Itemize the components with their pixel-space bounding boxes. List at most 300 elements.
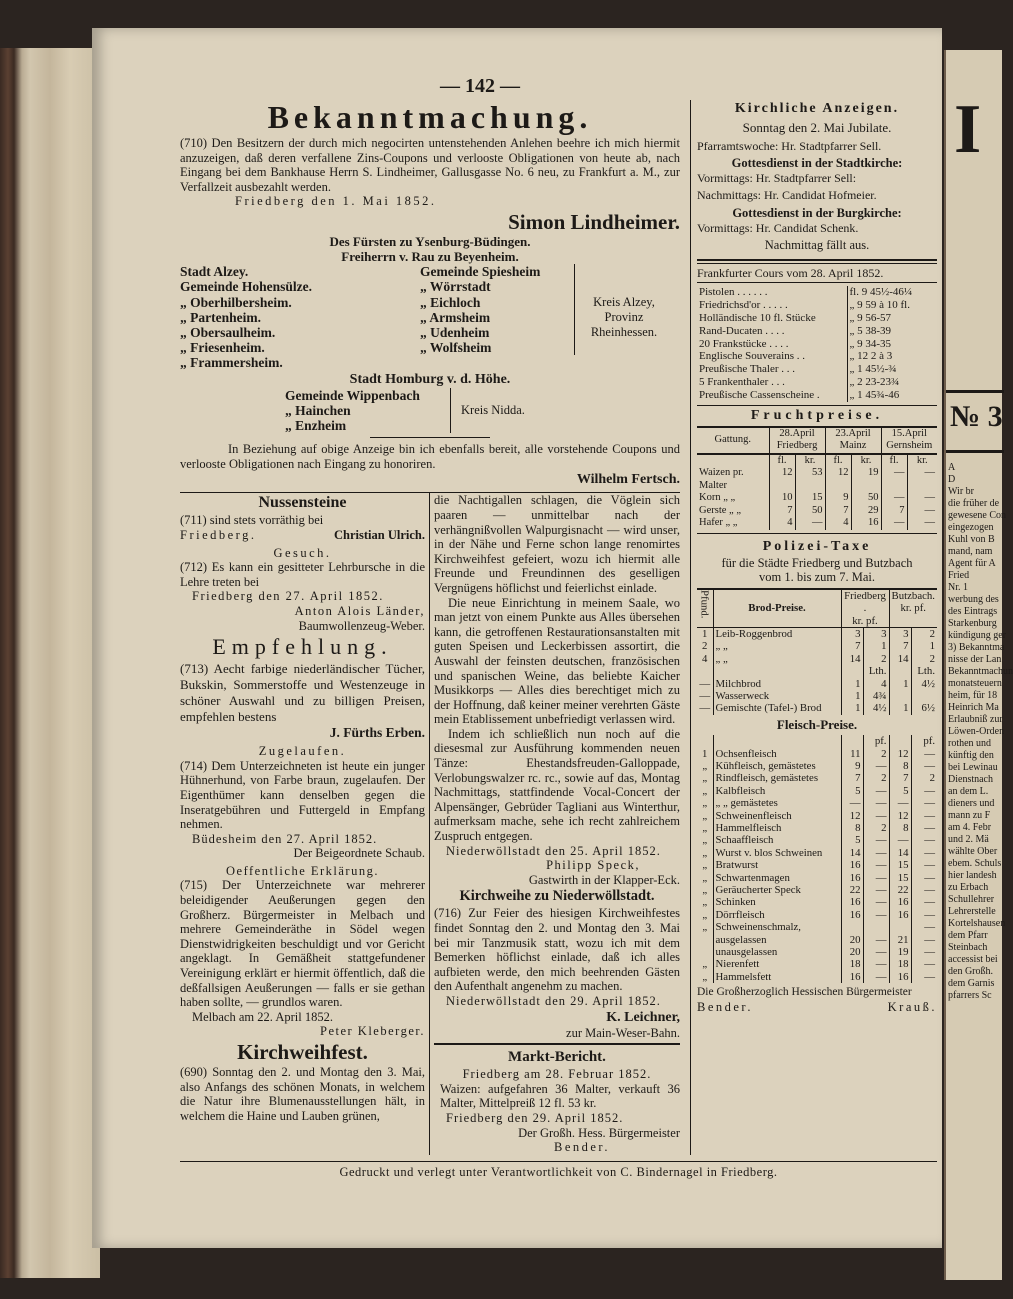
cours-row — [697, 338, 937, 351]
item-name: Milchbrod — [713, 678, 841, 690]
ad-716-date: Niederwöllstadt den 29. April 1852. — [446, 993, 661, 1008]
price-cell: 2 — [863, 748, 889, 760]
fleisch-row — [697, 909, 937, 921]
municipality: „ Frammersheim. — [180, 355, 283, 371]
market-header — [825, 428, 881, 454]
price-cell: — — [911, 921, 937, 933]
markt-signature-title: Der Großh. Hess. Bürgermeister — [518, 1125, 680, 1140]
item-name: Hammelfleisch — [713, 822, 841, 834]
next-page-masthead: I — [954, 91, 982, 168]
fleisch-row — [697, 958, 937, 970]
price-cell: 15 — [889, 859, 911, 871]
price-cell: 2 — [911, 653, 937, 665]
fleisch-title-row — [697, 715, 937, 735]
municipality: Gemeinde Spiesheim — [420, 264, 541, 280]
price-cell: 2 — [863, 653, 889, 665]
price-cell: — — [863, 760, 889, 772]
market-date: 15.April — [891, 427, 927, 439]
brod-title: Brod-Preise. — [713, 590, 841, 628]
item-name — [713, 735, 841, 747]
next-page-line: Schullehrer — [948, 894, 995, 905]
cours-row — [697, 376, 937, 389]
quantity: — — [699, 689, 711, 702]
price-cell: 5 — [841, 785, 863, 797]
item-name: Nierenfett — [713, 958, 841, 970]
price-cell: 16 — [841, 859, 863, 871]
next-page-line: Agent für A — [948, 558, 996, 569]
price-cell: — — [911, 971, 937, 983]
price-cell: — — [863, 971, 889, 983]
ad-713-name: J. Fürths Erben. — [329, 725, 425, 741]
market-date: 23.April — [835, 427, 871, 439]
nidda-municipalities — [285, 388, 451, 434]
price-cell: 2 — [863, 772, 889, 784]
grain-row — [697, 467, 937, 492]
next-page-line: mand, nam — [948, 546, 993, 557]
next-page-line: den Großh. — [948, 966, 993, 977]
quantity: 4 — [702, 652, 708, 665]
quantity: 1 — [702, 627, 708, 640]
grain-name: Hafer „ „ — [699, 517, 738, 529]
kreis-nidda-label: Kreis Nidda. — [461, 403, 525, 418]
item-name: Wasserweck — [713, 690, 841, 702]
price-cell: — — [881, 467, 907, 492]
next-page-line: Kuhl von B — [948, 534, 995, 545]
unit-fl: fl. — [769, 454, 795, 468]
coin-name: Pistolen . . . . . . — [699, 286, 768, 299]
price-cell: Lth. — [863, 665, 889, 677]
price-cell: 14 — [841, 847, 863, 859]
notice-710-text: (710) Den Besitzern der durch mich negocirten untenstehenden Anlehen beehre ich mich hiermit anzuzeigen, daß deren verfallene Zins-Coupons und verlooste Obligationen von heute ab, nach Eingang bei dem Bankhause Herrn S. Lindheimer, Gallusgasse No. 6 neu, zu Frankfurt a. M., zur Verfallzeit ausbezahlt werden. — [180, 136, 680, 194]
next-page-line: Steinbach — [948, 942, 988, 953]
price-cell: 14 — [889, 847, 911, 859]
ad-714-date: Büdesheim den 27. April 1852. — [192, 831, 378, 846]
zugelaufen-title: Zugelaufen. — [258, 744, 347, 759]
imprint-footer: Gedruckt und verlegt unter Verantwortlichkeit von C. Bindernagel in Friedberg. — [339, 1164, 778, 1179]
next-page-line: hier landesh — [948, 870, 997, 881]
price-cell: 53 — [795, 467, 825, 492]
price-cell: 12 — [825, 467, 851, 492]
kreis-alzey-label: Kreis Alzey, Provinz Rheinhessen. — [590, 295, 658, 339]
fleisch-row — [697, 884, 937, 896]
quantity: 2 — [702, 640, 708, 653]
price-cell: 4½ — [911, 678, 937, 690]
price-cell: 12 — [841, 810, 863, 822]
quantity: „ — [702, 921, 708, 934]
fleisch-row — [697, 859, 937, 871]
grain-row — [697, 517, 937, 530]
ad-716-place: zur Main-Weser-Bahn. — [566, 1025, 680, 1040]
price-cell: pf. — [911, 735, 937, 747]
homburg-line: Stadt Homburg v. d. Höhe. — [349, 371, 511, 387]
price-cell: 1 — [889, 678, 911, 690]
column-1 — [180, 493, 429, 1154]
next-page-line: A — [948, 462, 956, 473]
price-cell: — — [911, 797, 937, 809]
spacer — [697, 454, 769, 468]
kirchweihe-title: Kirchweihe zu Niederwöllstadt. — [459, 888, 655, 905]
kirchliche-anzeigen-title: Kirchliche Anzeigen. — [734, 101, 900, 116]
next-page-line: am 4. Febr — [948, 822, 992, 833]
next-page-line: an dem L. — [948, 786, 989, 797]
next-page-line: pfarrers Sc — [948, 990, 992, 1001]
price-cell: 1 — [841, 702, 863, 714]
price-cell: 16 — [889, 971, 911, 983]
kirchweihfest-title: Kirchweihfest. — [237, 1040, 368, 1064]
brod-row — [697, 690, 937, 702]
price-cell: 7 — [769, 505, 795, 518]
ad-715-date: Melbach am 22. April 1852. — [192, 1009, 333, 1024]
ad-715-text: (715) Der Unterzeichnete war mehrerer beleidigender Aeußerungen gegen den Großherz. Bürgermeister in Melbach und mehrere Gemeinderäthe in Södel wegen Dienstwidrigkeiten beschuldigt und vor Gericht angeklagt. In Gemäßheit stattgefundener Vereinigung erklärt er hiermit öffentlich, daß die deßfallsigen Aeußerungen — falls er sie gethan haben sollte, — grundlos waren. — [180, 878, 425, 1010]
price-cell: 1 — [841, 678, 863, 690]
municipality: „ Oberhilbersheim. — [180, 294, 292, 310]
market-date: 28.April — [779, 427, 815, 439]
column-3 — [697, 74, 937, 1155]
fertsch-signature: Wilhelm Fertsch. — [576, 472, 680, 488]
next-page-line: Löwen-Orden — [948, 726, 1005, 737]
price-cell: — — [907, 492, 937, 505]
item-name: „ „ gemästetes — [713, 797, 841, 809]
price-cell: — — [911, 822, 937, 834]
pfarramtswoche: Pfarramtswoche: Hr. Stadtpfarrer Sell. — [697, 138, 882, 153]
fleisch-row — [697, 748, 937, 760]
price-cell: — — [911, 896, 937, 908]
cours-row — [697, 350, 937, 363]
price-cell — [841, 735, 863, 747]
unit-label: kr. pf. — [900, 602, 927, 615]
price-cell: 4¾ — [863, 690, 889, 702]
price-cell: — — [863, 872, 889, 884]
quantity: „ — [702, 834, 708, 847]
next-page-line: Bekanntmachun — [948, 666, 1013, 677]
municipality: „ Eichloch — [420, 294, 481, 310]
markt-signature-name: Bender. — [554, 1140, 611, 1155]
ad-690-continued-p2: Die neue Einrichtung in meinem Saale, wo man jetzt von einem Punkte aus Alles übersehen kann, die getroffenen Restaurationsanstalten mit guten Speisen und Leckerbissen assortirt, die Auswahl der feinsten deutschen, französischen und spanischen Weine, das beliebte Kaicher Musikkorps — Alles dies berechtiget mich zu der Hoffnung, daß keiner meiner verehrten Gäste mein Etablissement unbefriedigt verlassen wird. — [434, 595, 680, 727]
polizei-taxe-dates: vom 1. bis zum 7. Mai. — [759, 570, 875, 585]
fleisch-row — [697, 822, 937, 834]
brod-row — [697, 640, 937, 652]
price-cell: — — [889, 797, 911, 809]
price-cell — [889, 690, 911, 702]
cours-row — [697, 312, 937, 325]
ad-711-footer — [180, 528, 425, 543]
bekanntmachung-title: Bekanntmachung. — [267, 99, 593, 135]
next-page-line: monatsteuern — [948, 678, 1002, 689]
ad-690-text: (690) Sonntag den 2. und Montag den 3. Mai, also Anfangs des schönen Monats, in welchem die Natur ihre Blumenausstellungen hält, in welchem die Haine und Lauben grünen, — [180, 1065, 425, 1123]
item-name: „ „ — [713, 640, 841, 652]
polizei-signature-right: Krauß. — [887, 999, 937, 1014]
stadtkirche-morning: Vormittags: Hr. Stadtpfarrer Sell: — [697, 170, 857, 185]
pfund-header: Pfund. — [698, 589, 711, 619]
unit-fl: fl. — [881, 454, 907, 468]
ad-711-name: Christian Ulrich. — [334, 527, 425, 542]
next-page-line: und 2. Mä — [948, 834, 989, 845]
next-page-line: zu Erbach — [948, 882, 989, 893]
ad-715-name: Peter Kleberger. — [320, 1024, 425, 1039]
item-name: Wurst v. blos Schweinen — [713, 847, 841, 859]
coin-rate: „ 12 2 à 3 — [847, 350, 937, 363]
burgkirche-afternoon: Nachmittag fällt aus. — [764, 238, 870, 253]
page-number: — 142 — — [440, 75, 520, 97]
price-cell: — — [863, 847, 889, 859]
coin-name: Holländische 10 fl. Stücke — [699, 311, 816, 324]
polizei-taxe-title: Polizei-Taxe — [762, 538, 872, 554]
fruchtpreise-table — [697, 428, 937, 530]
price-cell: 5 — [889, 785, 911, 797]
left-area — [180, 74, 680, 1155]
fleisch-row — [697, 810, 937, 822]
item-name: „ „ — [713, 653, 841, 665]
municipality: „ Wolfsheim — [420, 340, 492, 356]
price-cell: 2 — [863, 822, 889, 834]
brod-row — [697, 653, 937, 665]
quantity: „ — [702, 896, 708, 909]
next-page-line: Heinrich Ma — [948, 702, 999, 713]
price-cell: 16 — [841, 872, 863, 884]
item-name: Schweinenfleisch — [713, 810, 841, 822]
fleisch-row — [697, 735, 937, 747]
coin-rate: „ 1 45¾-46 — [847, 389, 937, 402]
ad-690-continued-p1: die Nachtigallen schlagen, die Vöglein sich paaren — unmittelbar nach der verhängnißvollen Walpurgisnacht — wird unser, in der Nähe und Ferne schon lange renomirtes Kirchweihfest gefeiert, wozu ich hiermit alle Freunde und Freundinnen des geselligen Vergnügens höflichst und feierlichst einlade. — [434, 493, 680, 595]
price-cell: 1 — [863, 640, 889, 652]
ad-690-trade: Gastwirth in der Klapper-Eck. — [528, 872, 680, 887]
brod-row — [697, 678, 937, 690]
coin-rate: „ 9 59 à 10 fl. — [847, 299, 937, 312]
price-cell: — — [863, 785, 889, 797]
next-page-line: wählte Ober — [948, 846, 998, 857]
price-cell: 7 — [841, 640, 863, 652]
town-name: Friedberg. — [844, 589, 886, 615]
item-name: ausgelassen — [713, 934, 841, 946]
item-name: Bratwurst — [713, 859, 841, 871]
price-cell: 1 — [841, 690, 863, 702]
municipality: Gemeinde Hohensülze. — [180, 279, 312, 295]
price-cell: 18 — [889, 958, 911, 970]
markt-text: Waizen: aufgefahren 36 Malter, verkauft 36 Malter, Mittelpreiß 12 fl. 53 kr. — [440, 1081, 680, 1111]
next-page-line: rothen und — [948, 738, 992, 749]
nidda-block — [180, 388, 680, 434]
brod-header-row — [697, 590, 937, 628]
price-cell: — — [863, 859, 889, 871]
item-name: Ochsenfleisch — [713, 748, 841, 760]
price-cell: 4 — [825, 517, 851, 530]
quantity: „ — [702, 859, 708, 872]
next-page-line: mann zu F — [948, 810, 991, 821]
quantity: „ — [702, 822, 708, 835]
price-cell: 11 — [841, 748, 863, 760]
fleisch-row — [697, 760, 937, 772]
next-page-line: Lehrerstelle — [948, 906, 996, 917]
next-page-line: die früher de — [948, 498, 1000, 509]
alzey-municipalities-right — [420, 264, 575, 355]
price-cell: 9 — [825, 492, 851, 505]
cours-row — [697, 363, 937, 376]
price-cell: — — [841, 797, 863, 809]
cours-row — [697, 389, 937, 402]
item-name — [713, 665, 841, 677]
price-cell: 16 — [889, 909, 911, 921]
price-cell: 1 — [911, 640, 937, 652]
price-cell: — — [911, 958, 937, 970]
price-cell: 9 — [841, 760, 863, 772]
price-cell — [841, 921, 863, 933]
quantity: „ — [702, 884, 708, 897]
fleisch-row — [697, 772, 937, 784]
price-cell: 8 — [889, 822, 911, 834]
price-cell: — — [911, 934, 937, 946]
municipality: „ Udenheim — [420, 324, 490, 340]
next-page-line: Dienstnach — [948, 774, 993, 785]
next-page-line: Nr. 1 — [948, 582, 968, 593]
cours-row — [697, 286, 937, 299]
coin-rate: „ 1 45½-¾ — [847, 363, 937, 376]
municipality: „ Armsheim — [420, 309, 491, 325]
unit-kr: kr. — [851, 454, 881, 468]
price-cell: 50 — [795, 505, 825, 518]
ad-712-text: (712) Es kann ein gesitteter Lehrbursche in die Lehre treten bei — [180, 560, 425, 589]
quantity: „ — [702, 797, 708, 810]
price-cell: — — [911, 946, 937, 958]
ad-712-trade: Baumwollenzeug-Weber. — [298, 618, 425, 633]
price-cell: — — [863, 934, 889, 946]
price-cell: 7 — [889, 772, 911, 784]
next-page-line: Starkenburg — [948, 618, 997, 629]
polizei-signature-left: Bender. — [697, 999, 754, 1014]
quantity: „ — [702, 970, 708, 983]
price-cell — [863, 921, 889, 933]
empfehlung-title: Empfehlung. — [212, 634, 393, 660]
cours-title: Frankfurter Cours vom 28. April 1852. — [697, 265, 884, 280]
polizei-signatures — [697, 1000, 937, 1015]
price-cell: — — [863, 909, 889, 921]
markt-date-2: Friedberg den 29. April 1852. — [446, 1110, 624, 1125]
frucht-header-row — [697, 428, 937, 454]
price-cell: 5 — [841, 834, 863, 846]
price-cell: 19 — [851, 467, 881, 492]
marktbericht-title: Markt-Bericht. — [508, 1049, 606, 1066]
grain-name: Korn „ „ — [699, 492, 736, 504]
quantity: „ — [702, 908, 708, 921]
erklaerung-title: Oeffentliche Erklärung. — [226, 863, 379, 878]
next-page-line: 3) Bekanntma — [948, 642, 1005, 653]
market-place: Gernsheim — [886, 440, 933, 452]
ad-712-name: Anton Alois Länder, — [294, 603, 425, 618]
item-name: Kalbfleisch — [713, 785, 841, 797]
cours-row — [697, 325, 937, 338]
notice-710-date: Friedberg den 1. Mai 1852. — [235, 194, 437, 209]
price-cell: 16 — [841, 896, 863, 908]
market-header — [769, 428, 825, 454]
next-page-line: accessist bei — [948, 954, 998, 965]
coin-name: Friedrichsd'or . . . . . — [699, 299, 788, 312]
two-column-ads — [180, 492, 680, 1154]
next-page-line: des Eintrags — [948, 606, 998, 617]
quantity — [697, 735, 713, 747]
quantity — [697, 946, 713, 958]
market-place: Mainz — [839, 440, 867, 452]
fleisch-row — [697, 785, 937, 797]
price-cell: 19 — [889, 946, 911, 958]
fleisch-row — [697, 834, 937, 846]
unit-kr: kr. — [795, 454, 825, 468]
item-name: Leib-Roggenbrod — [713, 627, 841, 640]
alzey-municipalities-left — [180, 264, 420, 370]
price-cell: 16 — [889, 896, 911, 908]
town-header — [841, 590, 889, 628]
price-cell: 3 — [889, 627, 911, 640]
price-cell: 7 — [825, 505, 851, 518]
price-cell: 2 — [911, 772, 937, 784]
coin-name: 20 Frankstücke . . . . — [699, 337, 789, 350]
municipality: Stadt Alzey. — [180, 264, 249, 280]
brod-row — [697, 665, 937, 677]
municipality: „ Partenheim. — [180, 309, 261, 325]
unit-fl: fl. — [825, 454, 851, 468]
item-name: Rindfleisch, gemästetes — [713, 772, 841, 784]
price-cell — [889, 665, 911, 677]
brod-fleisch-preise-table — [697, 590, 937, 984]
next-page-fragment — [944, 50, 1013, 1280]
price-cell: — — [863, 797, 889, 809]
price-cell: 7 — [841, 772, 863, 784]
price-cell: — — [881, 492, 907, 505]
price-cell: — — [911, 847, 937, 859]
item-name: Gemischte (Tafel-) Brod — [713, 702, 841, 714]
coin-name: Preußische Thaler . . . — [699, 363, 796, 376]
price-cell: 15 — [889, 872, 911, 884]
item-name: Schaaffleisch — [713, 834, 841, 846]
next-page-issue-number: № 3 — [950, 400, 1003, 433]
price-cell — [889, 921, 911, 933]
ad-714-name: Der Beigeordnete Schaub. — [293, 846, 425, 861]
municipality: Gemeinde Wippenbach — [285, 387, 420, 403]
grain-row — [697, 492, 937, 505]
price-cell: — — [863, 896, 889, 908]
coin-rate: fl. 9 45½-46¼ — [847, 286, 937, 299]
price-cell: — — [907, 517, 937, 530]
quantity: — — [699, 677, 711, 690]
price-cell: 15 — [795, 492, 825, 505]
footer — [180, 1161, 937, 1180]
price-cell: 16 — [841, 971, 863, 983]
municipality: „ Wörrstadt — [420, 279, 491, 295]
price-cell: 16 — [841, 909, 863, 921]
price-cell — [889, 735, 911, 747]
cours-row — [697, 299, 937, 312]
price-cell: — — [907, 505, 937, 518]
alzey-block — [180, 264, 680, 370]
unit-label: kr. pf. — [852, 614, 878, 627]
brod-row — [697, 702, 937, 714]
fruchtpreise-title: Fruchtpreise. — [750, 407, 884, 423]
price-cell: 20 — [841, 946, 863, 958]
price-cell: pf. — [863, 735, 889, 747]
next-page-line: dieners und — [948, 798, 995, 809]
next-page-line: künftig den — [948, 750, 994, 761]
price-cell: 2 — [911, 627, 937, 640]
next-page-line: nisse der Lan — [948, 654, 1002, 665]
price-cell: 16 — [851, 517, 881, 530]
column-divider — [690, 100, 691, 1155]
price-cell: — — [911, 834, 937, 846]
quantity: „ — [702, 809, 708, 822]
fleisch-row — [697, 971, 937, 983]
price-cell: 21 — [889, 934, 911, 946]
quantity — [697, 665, 713, 677]
coin-name: Preußische Cassenscheine . — [699, 388, 820, 401]
price-cell: 10 — [769, 492, 795, 505]
ad-711-text: (711) sind stets vorräthig bei — [180, 513, 324, 528]
